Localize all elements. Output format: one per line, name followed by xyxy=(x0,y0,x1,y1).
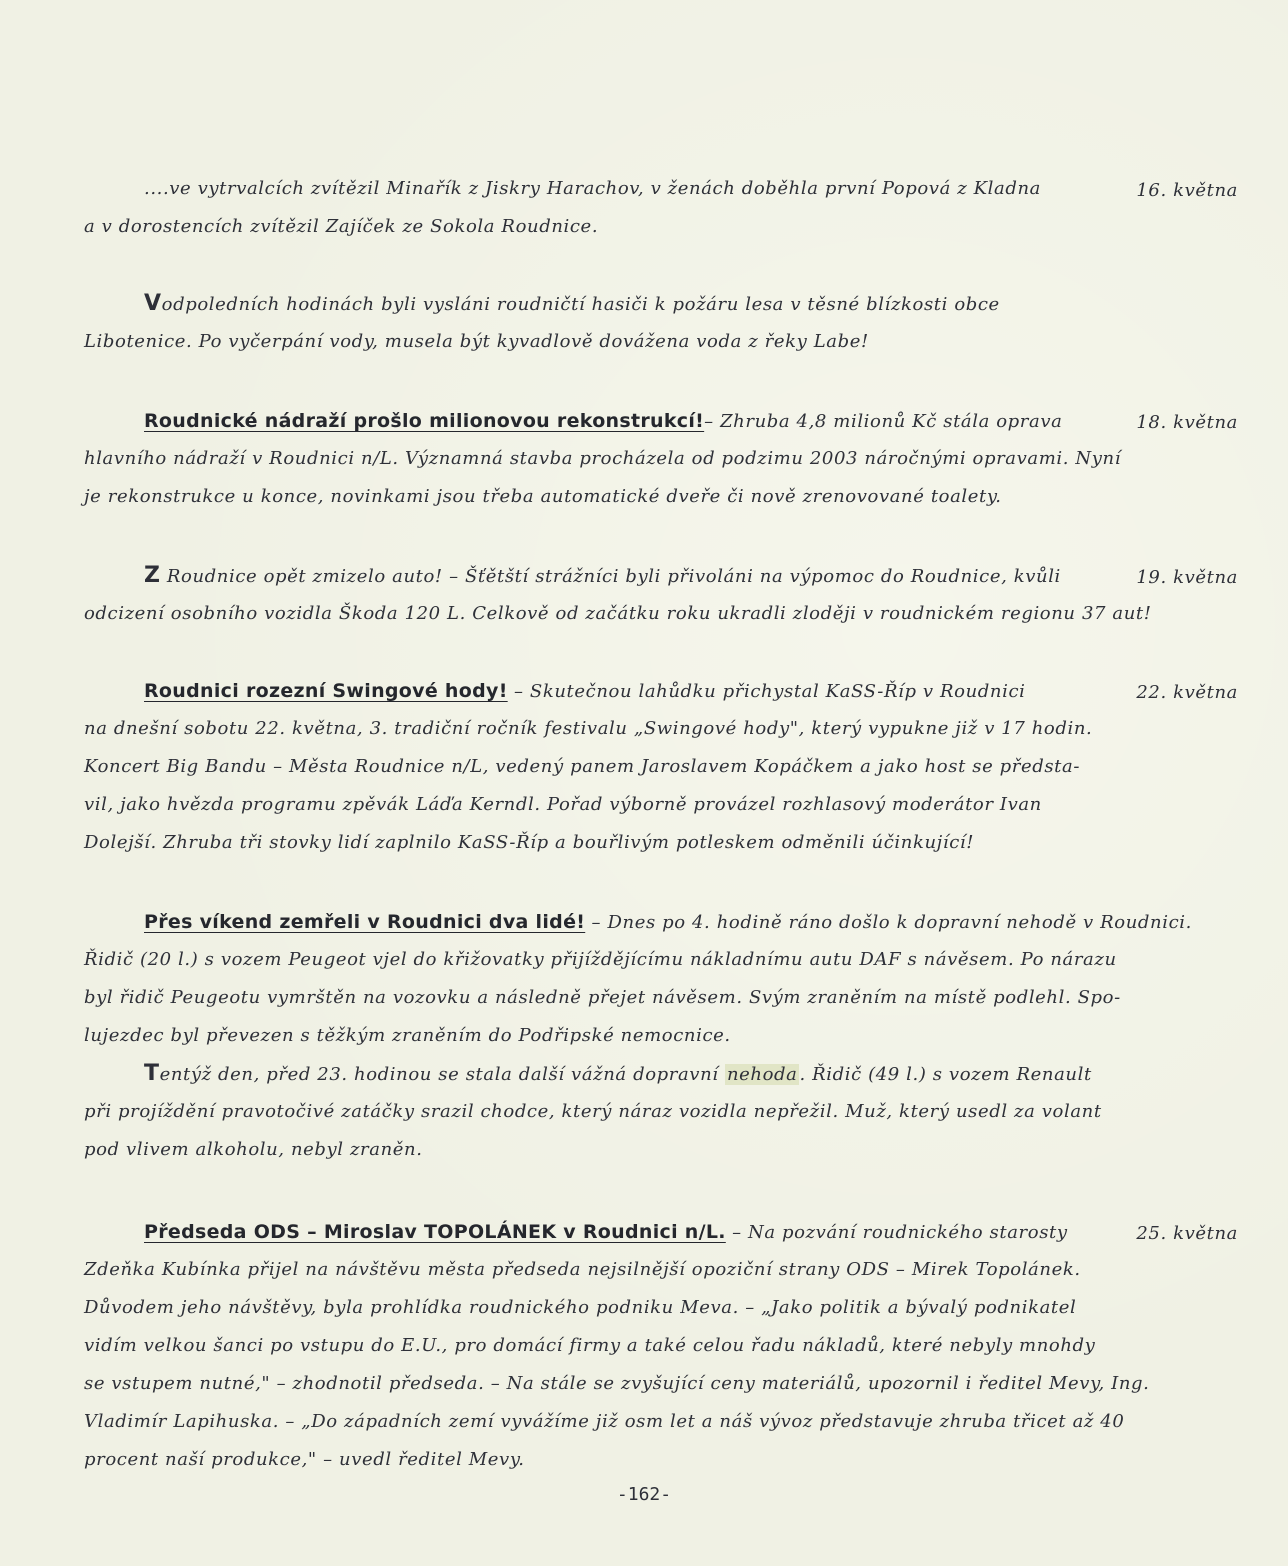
page-number: -162- xyxy=(616,1484,672,1505)
entry-weekend-accidents xyxy=(84,903,1192,1169)
entry-text: – Na pozvání roudnického starosty xyxy=(725,1222,1068,1243)
entry-text-line: Koncert Big Bandu – Města Roudnice n/L, vedený panem Jaroslavem Kopáčkem a jako host se předsta- xyxy=(84,756,1081,777)
entry-text-line: Dolejší. Zhruba tři stovky lidí zaplnilo KaSS-Říp a bouřlivým potleskem odměnili účinkující! xyxy=(84,832,975,853)
entry-text: – Dnes po 4. hodině ráno došlo k dopravní nehodě v Roudnici. xyxy=(585,912,1192,933)
entry-text-line: Řidič (20 l.) s vozem Peugeot vjel do křižovatky přijíždějícímu nákladnímu autu DAF s návěsem. Po nárazu xyxy=(84,949,1117,970)
initial-letter: Z xyxy=(144,563,161,588)
highlighted-word: nehoda xyxy=(726,1064,798,1085)
entry-station-renovation xyxy=(84,402,1134,516)
entry-swing-festival xyxy=(84,672,1134,862)
entry-text: – Skutečnou lahůdku přichystal KaSS-Říp v Roudnici xyxy=(507,681,1026,702)
entry-text-line: vidím velkou šanci po vstupu do E.U., pro domácí firmy a také celou řadu nákladů, které nebyly mnohdy xyxy=(84,1335,1096,1356)
entry-text-line: lujezdec byl převezen s těžkým zraněním do Podřipské nemocnice. xyxy=(84,1025,731,1046)
entry-text-line: se vstupem nutné," – zhodnotil předseda. – Na stále se zvyšující ceny materiálů, upozornil i ředitel Mevy, Ing. xyxy=(84,1373,1150,1394)
entry-headline: Roudnici rozezní Swingové hody! xyxy=(144,680,508,702)
entry-text-line: Zdeňka Kubínka přijel na návštěvu města předseda nejsilnější opoziční strany ODS – Mirek Topolánek. xyxy=(84,1259,1081,1280)
entry-topolanek-visit xyxy=(84,1213,1150,1479)
entry-text-line xyxy=(84,402,1134,440)
entry-text-line: byl řidič Peugeotu vymrštěn na vozovku a následně přejet návěsem. Svým zraněním na místě podlehl. Spo- xyxy=(84,987,1121,1008)
entry-date: 16. května xyxy=(1136,180,1238,201)
entry-text-line: Vladimír Lapihuska. – „Do západních zemí vyvážíme již osm let a náš vývoz představuje zhruba třicet až 40 xyxy=(84,1411,1125,1432)
entry-text-line: odcizení osobního vozidla Škoda 120 L. Celkově od začátku roku ukradli zloději v roudnickém regionu 37 aut! xyxy=(84,603,1152,624)
entry-text: entýž den, před 23. hodinou se stala další vážná dopravní xyxy=(159,1064,725,1085)
entry-text: Roudnice opět zmizelo auto! – Šťětští strážníci byli přivoláni na výpomoc do Roudnice, kvůli xyxy=(160,566,1061,587)
entry-headline: Roudnické nádraží prošlo milionovou rekonstrukcí! xyxy=(144,410,705,432)
entry-forest-fire xyxy=(84,285,1134,361)
entry-text-line xyxy=(84,1055,1134,1093)
entry-date: 19. května xyxy=(1136,567,1238,588)
entry-text-line: hlavního nádraží v Roudnici n/L. Významná stavba procházela od podzimu 2003 náročnými opravami. Nyní xyxy=(84,448,1122,469)
entry-text-line: procent naší produkce," – uvedl ředitel Mevy. xyxy=(84,1449,525,1470)
entry-car-theft xyxy=(84,557,1152,633)
entry-text-line: ....ve vytrvalcích zvítězil Minařík z Jiskry Harachov, v ženách doběhla první Popová z Kladna xyxy=(144,178,1042,199)
entry-text-line: a v dorostencích zvítězil Zajíček ze Sokola Roudnice. xyxy=(84,216,599,237)
entry-text-line xyxy=(84,285,1134,323)
entry-text-line xyxy=(84,672,1134,710)
entry-text-line xyxy=(84,1213,1134,1251)
entry-date: 22. května xyxy=(1136,682,1238,703)
entry-text: odpoledních hodinách byli vysláni roudničtí hasiči k požáru lesa v těsné blízkosti obce xyxy=(161,294,1000,315)
entry-text-line: pod vlivem alkoholu, nebyl zraněn. xyxy=(84,1139,423,1160)
entry-text-line: na dnešní sobotu 22. května, 3. tradiční ročník festivalu „Swingové hody", který vypukne již v 17 hodin. xyxy=(84,718,1093,739)
entry-text-line: je rekonstrukce u konce, novinkami jsou třeba automatické dveře či nově zrenovované toalety. xyxy=(84,486,1002,507)
entry-16-may xyxy=(84,170,1134,246)
entry-headline: Předseda ODS – Miroslav TOPOLÁNEK v Roudnici n/L. xyxy=(144,1221,726,1243)
entry-text-line: při projíždění pravotočivé zatáčky srazil chodce, který náraz vozidla nepřežil. Muž, který usedl za volant xyxy=(84,1101,1102,1122)
entry-text: – Zhruba 4,8 milionů Kč stála oprava xyxy=(704,411,1063,432)
entry-text-line xyxy=(84,903,1192,941)
entry-text-line: vil, jako hvězda programu zpěvák Láďa Kerndl. Pořad výborně provázel rozhlasový moderátor Ivan xyxy=(84,794,1042,815)
entry-date: 25. května xyxy=(1136,1223,1238,1244)
entry-headline: Přes víkend zemřeli v Roudnici dva lidé! xyxy=(144,911,586,933)
initial-letter: V xyxy=(144,291,162,316)
entry-text-line: Důvodem jeho návštěvy, byla prohlídka roudnického podniku Meva. – „Jako politik a bývalý podnikatel xyxy=(84,1297,1077,1318)
entry-text-line: Libotenice. Po vyčerpání vody, musela být kyvadlově dovážena voda z řeky Labe! xyxy=(84,331,869,352)
initial-letter: T xyxy=(144,1061,160,1086)
entry-text: . Řidič (49 l.) s vozem Renault xyxy=(799,1064,1092,1085)
entry-text-line xyxy=(84,557,1134,595)
entry-date: 18. května xyxy=(1136,412,1238,433)
